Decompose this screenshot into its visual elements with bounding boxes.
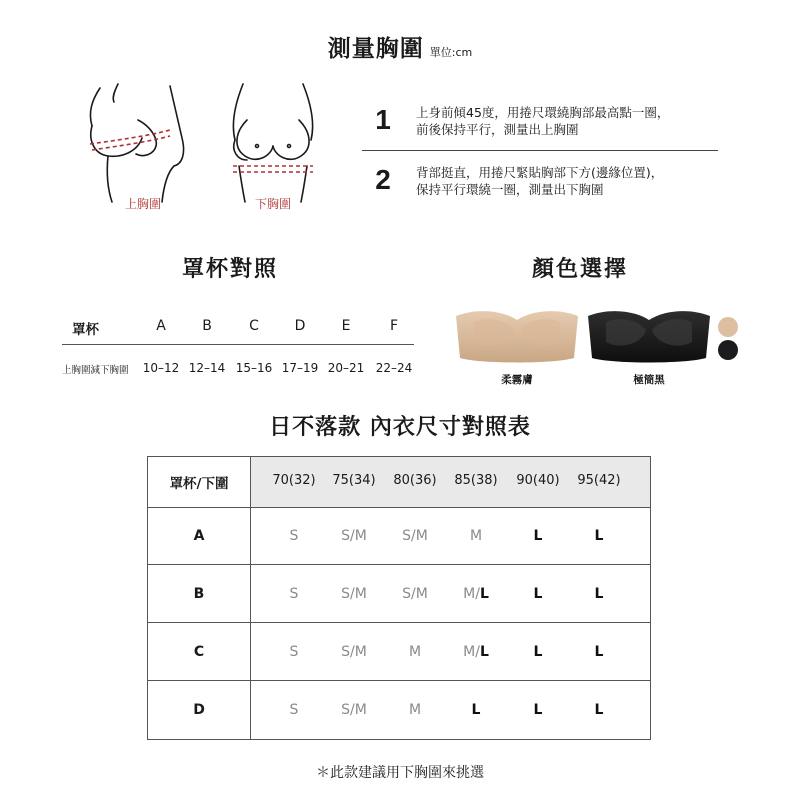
black-color-name: 極簡黑 [633,374,665,386]
size-cell: L [594,644,604,660]
size-cell: M/L [463,644,489,660]
step-1-number: 1 [375,104,391,135]
upper-bust-diagram [78,80,198,205]
nude-bra-image [454,306,580,366]
table-row [148,565,650,623]
size-cell: S/M [341,644,367,660]
size-chart-corner: 罩杯/下圍 [148,457,251,507]
size-cell: S/M [341,586,367,602]
table-row [148,681,650,739]
size-cell: S [289,586,299,602]
cup-heading: 罩杯對照 [181,257,278,282]
size-cell: L [533,586,543,602]
cup-diff-e: 20–21 [327,361,365,375]
row-cup-label: A [148,507,251,564]
size-cell: M [408,702,422,718]
size-chart-title: 日不落款 內衣尺寸對照表 [269,415,531,440]
size-cell: L [594,702,604,718]
cup-diff-b: 12–14 [188,361,226,375]
cup-row-label: 上胸圍減下胸圍 [62,365,129,376]
cup-head-b: B [202,318,212,334]
size-cell: S/M [341,702,367,718]
size-chart-table [147,456,651,740]
size-cell: L [533,702,543,718]
page-title: 測量胸圍 [327,36,424,62]
table-row [148,623,650,681]
cup-head-c: C [249,318,259,334]
cup-diff-c: 15–16 [235,361,273,375]
row-cup-label: D [148,681,251,739]
size-cell: M/L [463,586,489,602]
cup-head-d: D [294,318,306,334]
cup-diff-a: 10–12 [142,361,180,375]
size-cell: S/M [402,586,428,602]
cup-diff-d: 17–19 [281,361,319,375]
size-cell: S/M [402,528,428,544]
size-cell: L [533,644,543,660]
cup-head-label: 罩杯 [72,322,99,338]
size-cell: M [469,528,483,544]
color-heading: 顏色選擇 [531,257,628,282]
black-bra-image [586,306,712,366]
size-cell: L [594,586,604,602]
row-cup-label: B [148,565,251,622]
footnote: ＊此款建議用下胸圍來挑選 [316,765,484,781]
lower-bust-diagram [213,80,333,205]
black-color-dot[interactable] [718,340,738,360]
size-cell: S [289,644,299,660]
step-divider [362,150,718,151]
col-head-75: 75(34) [332,473,376,488]
upper-bust-label: 上胸圍 [124,197,161,211]
size-cell: M [408,644,422,660]
size-cell: L [471,702,481,718]
col-head-90: 90(40) [516,473,560,488]
nude-color-name: 柔霧膚 [501,374,533,386]
cup-divider [62,344,414,345]
step-1-text: 上身前傾45度，用捲尺環繞胸部最高點一圈， 前後保持平行，測量出上胸圍 [416,105,670,137]
size-cell: S [289,528,299,544]
cup-head-e: E [341,318,351,334]
col-head-80: 80(36) [393,473,437,488]
col-head-70: 70(32) [272,473,316,488]
size-cell: S/M [341,528,367,544]
step-2-number: 2 [375,164,391,195]
step-2-text: 背部挺直，用捲尺緊貼胸部下方(邊緣位置)， 保持平行環繞一圈，測量出下胸圍 [416,165,664,197]
size-cell: S [289,702,299,718]
cup-head-a: A [156,318,166,334]
col-head-85: 85(38) [454,473,498,488]
size-cell: L [594,528,604,544]
cup-diff-f: 22–24 [375,361,413,375]
row-cup-label: C [148,623,251,680]
lower-bust-label: 下胸圍 [254,197,291,211]
nude-color-dot[interactable] [718,317,738,337]
col-head-95: 95(42) [577,473,621,488]
unit-label: 單位:cm [429,46,473,59]
cup-head-f: F [389,318,399,334]
size-cell: L [533,528,543,544]
measure-title-block [0,30,800,63]
table-row [148,507,650,565]
